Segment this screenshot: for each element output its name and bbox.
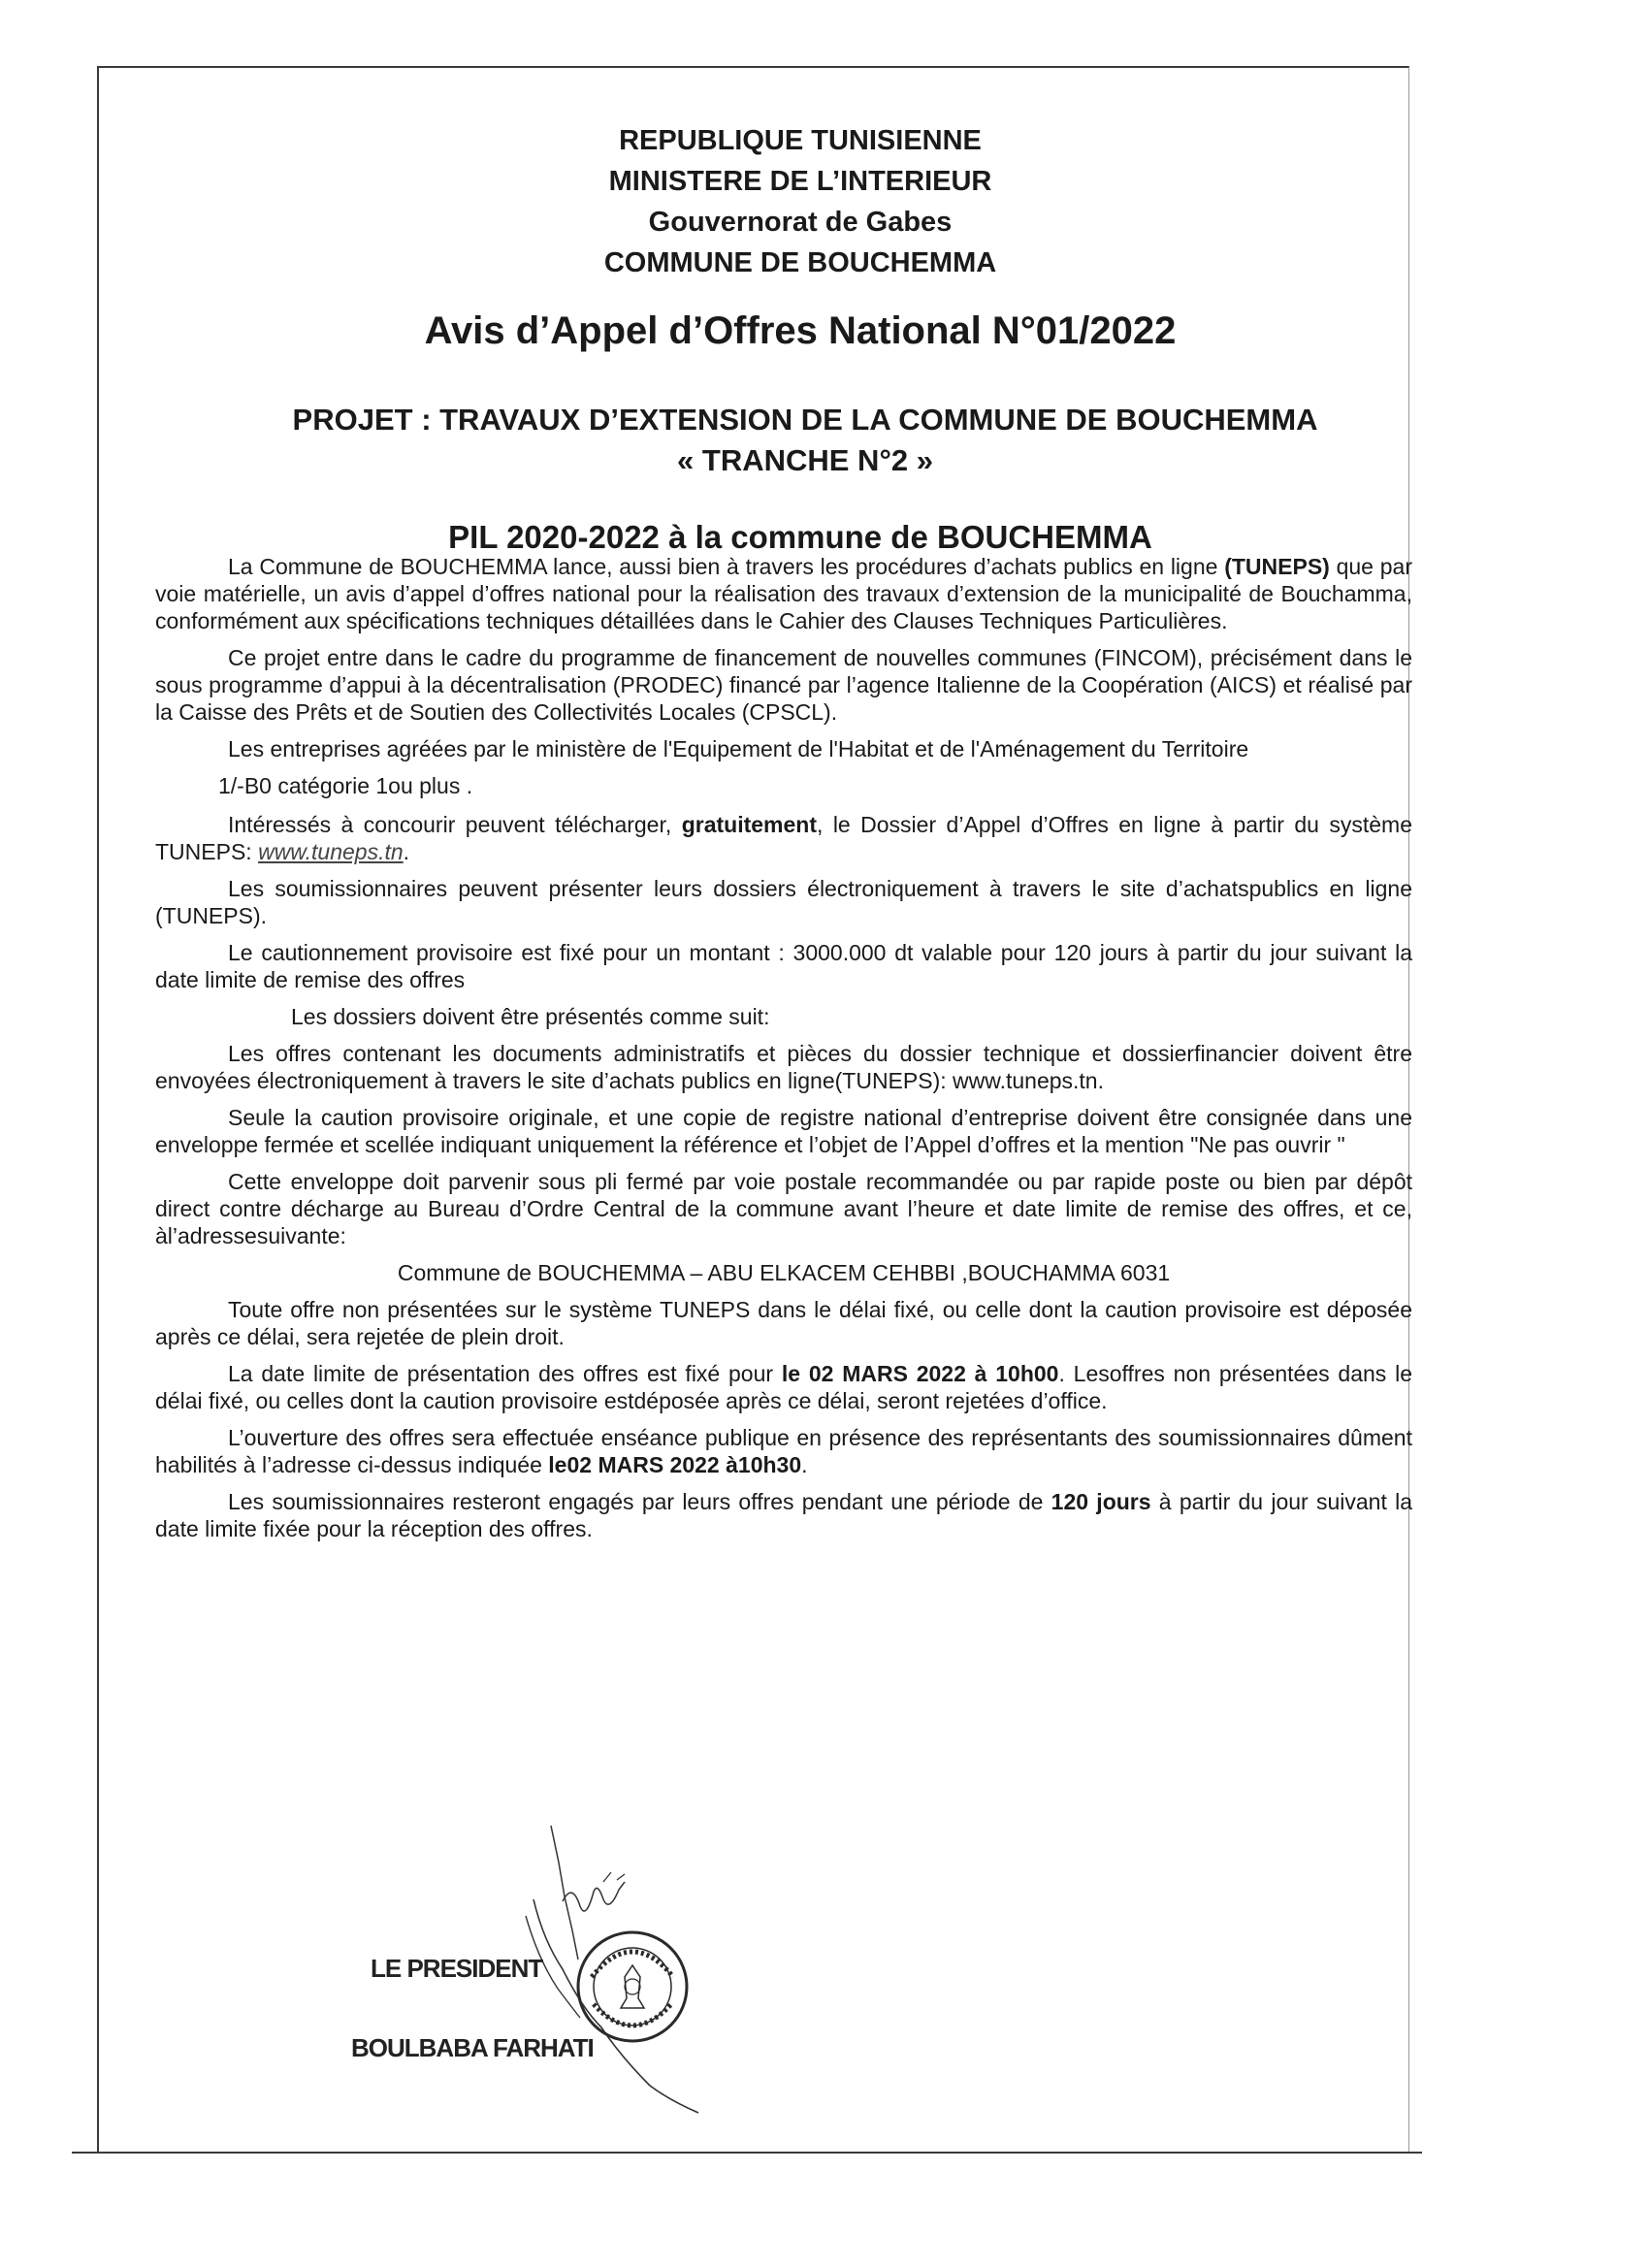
paragraph-eligibility: Les entreprises agréées par le ministère de l'Equipement de l'Habitat et de l'Aménagement du Territoire bbox=[228, 736, 1249, 761]
tuneps-bold: (TUNEPS) bbox=[1224, 554, 1330, 579]
paragraph-text: . bbox=[801, 1452, 808, 1477]
notice-title: Avis d’Appel d’Offres National N°01/2022 bbox=[424, 309, 1177, 352]
signatory-name: BOULBABA FARHATI bbox=[351, 2033, 594, 2062]
paragraph-opening bbox=[155, 1424, 1412, 1478]
deadline-bold: le 02 MARS 2022 à 10h00 bbox=[781, 1361, 1059, 1386]
paragraph-text: que par voie matérielle, un avis d’appel d’offres national pour la réalisation des travaux d’extension de la municipalité de Bouchamma, conformément aux spécifications techniques détaillées dans le Cahier des Clauses Techniques Particulières. bbox=[155, 554, 1412, 633]
paragraph-text: La date limite de présentation des offres est fixé pour bbox=[228, 1361, 782, 1386]
letterhead-governorate: Gouvernorat de Gabes bbox=[648, 207, 953, 238]
paragraph-text: . Lesoffres non présentées dans le délai fixé, ou celles dont la caution provisoire estdéposée après ce délai, seront rejetées d’office. bbox=[155, 1361, 1412, 1413]
project-heading bbox=[175, 400, 1436, 481]
paragraph-guarantee: Le cautionnement provisoire est fixé pour un montant : 3000.000 dt valable pour 120 jours à partir du jour suivant la date limite de remise des offres bbox=[155, 940, 1412, 992]
page-border-bottom bbox=[72, 2152, 1422, 2154]
tuneps-link[interactable]: www.tuneps.tn bbox=[258, 839, 404, 864]
paragraph-deadline bbox=[155, 1360, 1412, 1414]
letterhead-ministry: MINISTERE DE L’INTERIEUR bbox=[608, 166, 992, 197]
paragraph-text: La Commune de BOUCHEMMA lance, aussi bien à travers les procédures d’achats publics en ligne bbox=[228, 554, 1225, 579]
paragraph-download bbox=[155, 811, 1412, 865]
paragraph-electronic: Les soumissionnaires peuvent présenter leurs dossiers électroniquement à travers le site d’achatspublics en ligne (TUNEPS). bbox=[155, 876, 1412, 928]
official-seal bbox=[574, 1928, 691, 2045]
letterhead-country: REPUBLIQUE TUNISIENNE bbox=[619, 125, 982, 156]
pil-heading: PIL 2020-2022 à la commune de BOUCHEMMA bbox=[448, 519, 1152, 555]
paragraph-category: 1/-B0 catégorie 1ou plus . bbox=[218, 773, 473, 798]
paragraph-intro bbox=[155, 553, 1412, 634]
project-title: PROJET : TRAVAUX D’EXTENSION DE LA COMMUNE DE BOUCHEMMA bbox=[292, 403, 1318, 437]
paragraph-financing: Ce projet entre dans le cadre du programme de financement de nouvelles communes (FINCOM), précisément dans le sous programme d’appui à la décentralisation (PRODEC) financé par l’agence Italienne de la Coopération (AICS) et réalisé par la Caisse des Prêts et de Soutien des Collectivités Locales (CPSCL). bbox=[155, 645, 1412, 725]
gratuitement-bold: gratuitement bbox=[681, 812, 817, 837]
project-tranche: « TRANCHE N°2 » bbox=[677, 443, 933, 477]
paragraph-text: L’ouverture des offres sera effectuée enséance publique en présence des représentants des soumissionnaires dûment habilités à l’adresse ci-dessus indiquée bbox=[155, 1425, 1412, 1477]
paragraph-offers: Les offres contenant les documents administratifs et pièces du dossier technique et dossierfinancier doivent être envoyées électroniquement à travers le site d’achats publics en ligne(TUNEPS): www.tuneps.tn. bbox=[155, 1041, 1412, 1093]
signatory-title: LE PRESIDENT bbox=[371, 1954, 543, 1983]
paragraph-text: . bbox=[403, 839, 410, 864]
validity-bold: 120 jours bbox=[1051, 1489, 1151, 1514]
address: Commune de BOUCHEMMA – ABU ELKACEM CEHBBI ,BOUCHAMMA 6031 bbox=[397, 1260, 1171, 1285]
opening-date-bold: le02 MARS 2022 à10h30 bbox=[548, 1452, 802, 1477]
paragraph-text: à partir du jour suivant la date limite fixée pour la réception des offres. bbox=[155, 1489, 1413, 1541]
paragraph-rejection: Toute offre non présentées sur le système TUNEPS dans le délai fixé, ou celle dont la caution provisoire est déposée après ce délai, sera rejetée de plein droit. bbox=[155, 1297, 1412, 1349]
notice-body bbox=[155, 553, 1412, 1552]
paragraph-text: Les soumissionnaires resteront engagés par leurs offres pendant une période de bbox=[228, 1489, 1051, 1514]
paragraph-validity bbox=[155, 1488, 1412, 1542]
paragraph-text: Intéressés à concourir peuvent télécharger, bbox=[228, 812, 682, 837]
paragraph-delivery: Cette enveloppe doit parvenir sous pli fermé par voie postale recommandée ou par rapide poste ou bien par dépôt direct contre décharge au Bureau d’Ordre Central de la commune avant l’heure et date limite de remise des offres, et ce, àl’adressesuivante: bbox=[155, 1169, 1412, 1248]
paragraph-presentation: Les dossiers doivent être présentés comme suit: bbox=[291, 1004, 770, 1029]
letterhead bbox=[291, 120, 1310, 283]
paragraph-envelope: Seule la caution provisoire originale, et une copie de registre national d’entreprise doivent être consignée dans une enveloppe fermée et scellée indiquant uniquement la référence et l’objet de l’Appel d’offres et la mention "Ne pas ouvrir " bbox=[155, 1105, 1412, 1157]
letterhead-commune: COMMUNE DE BOUCHEMMA bbox=[603, 247, 997, 278]
paragraph-text: , le Dossier d’Appel d’Offres en ligne à partir du système TUNEPS: bbox=[155, 812, 1413, 864]
